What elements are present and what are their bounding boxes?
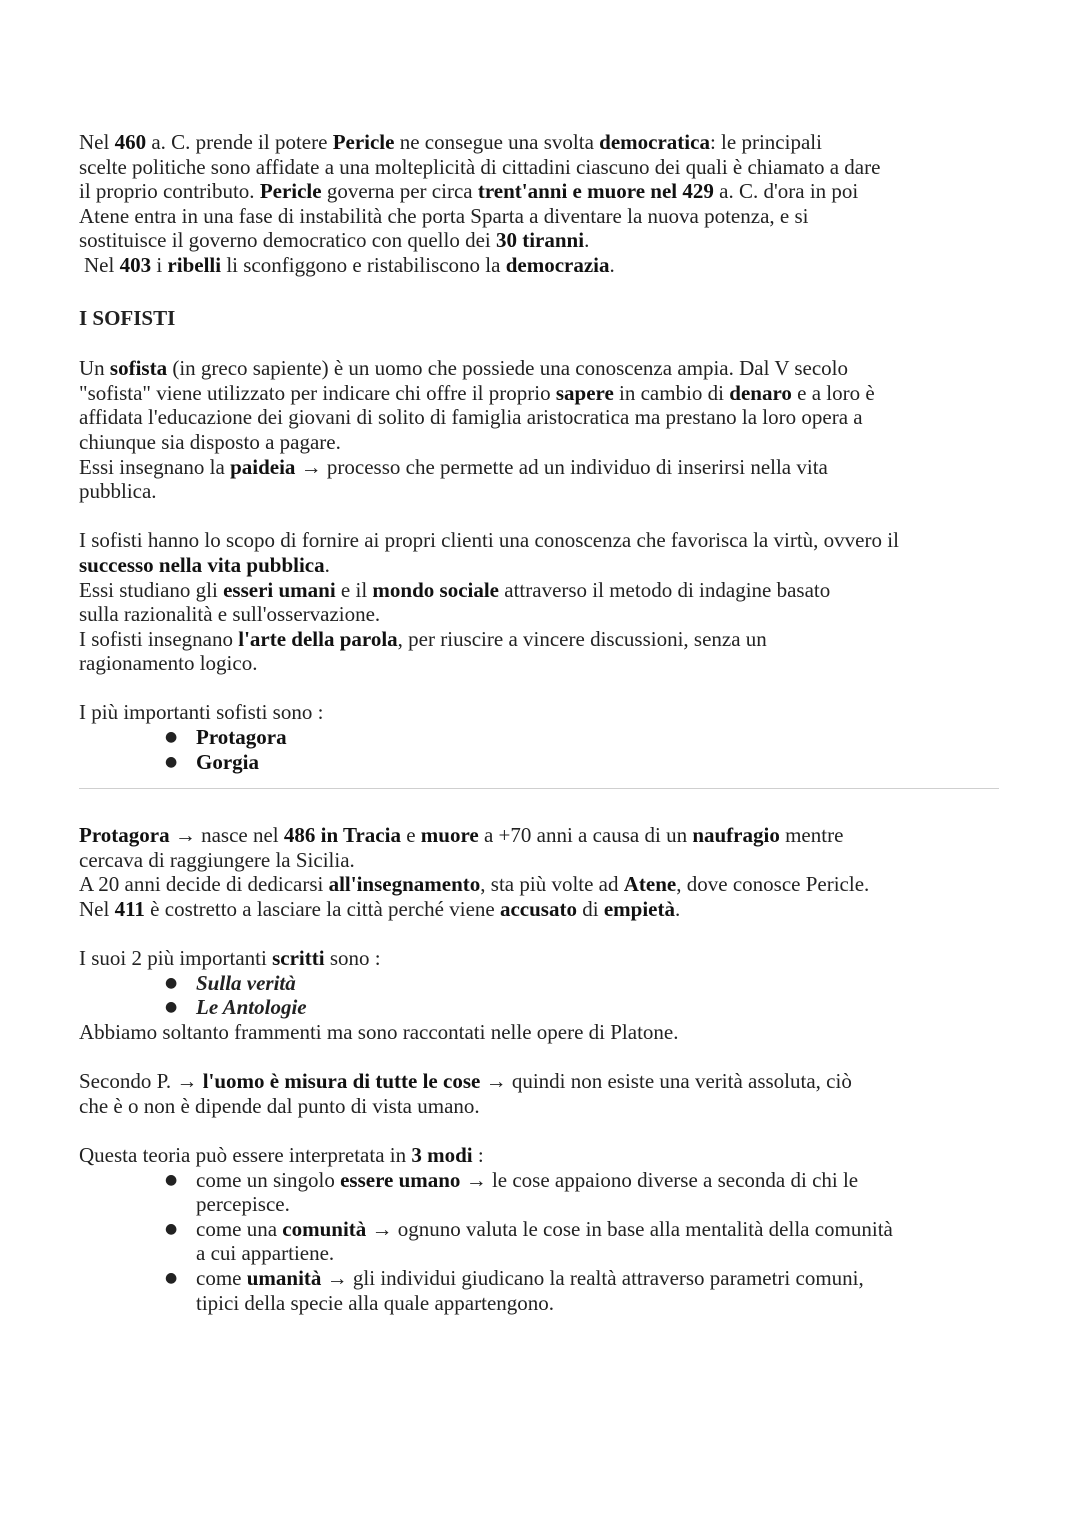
protagora-thesis bbox=[79, 1069, 1004, 1118]
text-line: successo nella vita pubblica. bbox=[79, 552, 330, 577]
text-line: Nel 403 i ribelli li sconfiggono e ristabiliscono la democrazia. bbox=[84, 252, 615, 277]
text-line: cercava di raggiungere la Sicilia. bbox=[79, 847, 355, 872]
sofisti-list-block bbox=[79, 700, 1004, 774]
interpretations-block bbox=[79, 1143, 1004, 1315]
text-line: "sofista" viene utilizzato per indicare chi offre il proprio sapere in cambio di denaro e a loro è bbox=[79, 380, 875, 405]
text-line: ragionamento logico. bbox=[79, 651, 258, 676]
list-item: ● Protagora bbox=[79, 725, 1004, 750]
interpretations-list bbox=[79, 1168, 1004, 1316]
text-line: pubblica. bbox=[79, 479, 157, 504]
text-line: I sofisti insegnano l'arte della parola, per riuscire a vincere discussioni, senza un bbox=[79, 626, 767, 651]
protagora-paragraph-1 bbox=[79, 823, 1004, 921]
text-line: Essi insegnano la paideia → processo che permette ad un individuo di inserirsi nella vita bbox=[79, 454, 828, 479]
text-line: Secondo P. → l'uomo è misura di tutte le cose → quindi non esiste una verità assoluta, ciò bbox=[79, 1069, 852, 1094]
text-line: Protagora → nasce nel 486 in Tracia e muore a +70 anni a causa di un naufragio mentre bbox=[79, 823, 844, 848]
intro-paragraph bbox=[79, 130, 1004, 278]
text-line: I suoi 2 più importanti scritti sono : bbox=[79, 946, 381, 971]
sofisti-paragraph-1 bbox=[79, 356, 1004, 504]
text-line: sostituisce il governo democratico con quello dei 30 tiranni. bbox=[79, 228, 590, 253]
text-line: Un sofista (in greco sapiente) è un uomo che possiede una conoscenza ampia. Dal V secolo bbox=[79, 356, 849, 381]
document-page bbox=[79, 130, 1004, 1315]
text-line: Questa teoria può essere interpretata in 3 modi : bbox=[79, 1142, 484, 1167]
text-line: che è o non è dipende dal punto di vista umano. bbox=[79, 1093, 480, 1118]
text-line: I più importanti sofisti sono : bbox=[79, 700, 324, 725]
text-line: Essi studiano gli esseri umani e il mondo sociale attraverso il metodo di indagine basato bbox=[79, 577, 831, 602]
section-heading: I SOFISTI bbox=[79, 305, 176, 330]
sofisti-list bbox=[79, 725, 1004, 774]
list-item: ● come un singolo essere umano → le cose appaiono diverse a seconda di chi le percepisce. bbox=[79, 1168, 1004, 1217]
protagora-writings-block bbox=[79, 946, 1004, 1044]
text-line: chiunque sia disposto a pagare. bbox=[79, 429, 341, 454]
text-line: sulla razionalità e sull'osservazione. bbox=[79, 602, 381, 627]
text-line: Nel 460 a. C. prende il potere Pericle ne consegue una svolta democratica: le principali bbox=[79, 130, 822, 154]
text-line: I sofisti hanno lo scopo di fornire ai propri clienti una conoscenza che favorisca la virtù, ovvero il bbox=[79, 528, 899, 553]
text-line: scelte politiche sono affidate a una molteplicità di cittadini ciascuno dei quali è chiamato a dare bbox=[79, 154, 881, 179]
sofisti-paragraph-2 bbox=[79, 528, 1004, 676]
text-line: Nel 411 è costretto a lasciare la città perché viene accusato di empietà. bbox=[79, 897, 681, 922]
list-item: ● Gorgia bbox=[79, 750, 1004, 775]
text-line: Abbiamo soltanto frammenti ma sono raccontati nelle opere di Platone. bbox=[79, 1020, 679, 1044]
text-line: il proprio contributo. Pericle governa per circa trent'anni e muore nel 429 a. C. d'ora in poi bbox=[79, 179, 859, 204]
list-item: ● come umanità → gli individui giudicano la realtà attraverso parametri comuni, tipici della specie alla quale appartengono. bbox=[79, 1266, 1004, 1315]
list-item: ● Le Antologie bbox=[79, 995, 1004, 1020]
writings-list bbox=[79, 971, 1004, 1020]
list-item: ● Sulla verità bbox=[79, 971, 1004, 996]
text-line: A 20 anni decide di dedicarsi all'insegnamento, sta più volte ad Atene, dove conosce Pericle. bbox=[79, 872, 870, 897]
text-line: affidata l'educazione dei giovani di solito di famiglia aristocratica ma prestano la loro opera a bbox=[79, 405, 863, 430]
list-item: ● come una comunità → ognuno valuta le cose in base alla mentalità della comunità a cui appartiene. bbox=[79, 1217, 1004, 1266]
text-line: Atene entra in una fase di instabilità che porta Sparta a diventare la nuova potenza, e si bbox=[79, 203, 809, 228]
